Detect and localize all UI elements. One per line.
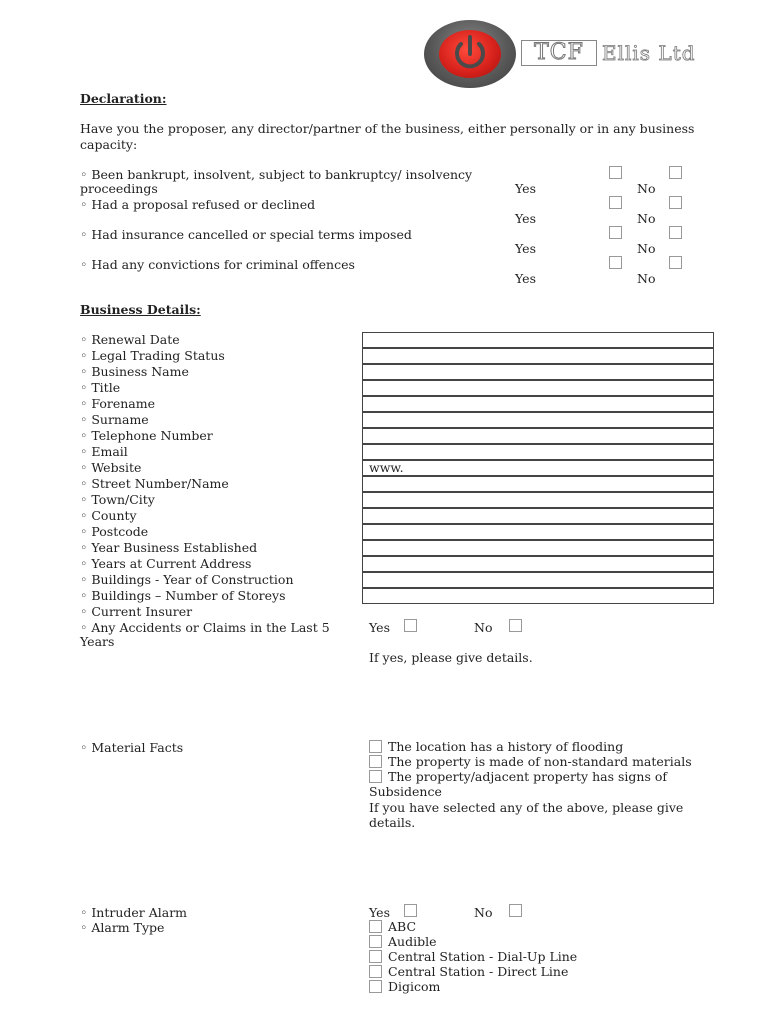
material-details-prompt-cont: details. — [369, 815, 416, 830]
material-option-subsidence-cont: Subsidence — [369, 784, 442, 799]
alarm-type-direct-line[interactable]: Central Station - Direct Line — [369, 964, 568, 979]
declaration-intro-cont: capacity: — [80, 137, 138, 152]
alarm-type-audible[interactable]: Audible — [369, 934, 436, 949]
field-input[interactable] — [362, 412, 714, 428]
non-standard-checkbox[interactable] — [369, 755, 382, 768]
accidents-yes-label: Yes — [369, 620, 390, 635]
field-label: ◦ County — [80, 508, 137, 523]
label-intruder-alarm: ◦ Intruder Alarm — [80, 905, 188, 920]
field-label: ◦ Buildings - Year of Construction — [80, 572, 294, 587]
field-input[interactable] — [362, 332, 714, 348]
digicom-checkbox[interactable] — [369, 980, 382, 993]
logo-tcf: TCF — [521, 40, 597, 66]
material-option-flooding[interactable]: The location has a history of flooding — [369, 739, 623, 754]
alarm-yes-label: Yes — [369, 905, 390, 920]
alarm-type-digicom[interactable]: Digicom — [369, 979, 440, 994]
label-alarm-type: ◦ Alarm Type — [80, 920, 165, 935]
field-label: ◦ Business Name — [80, 364, 189, 379]
field-input[interactable] — [362, 524, 714, 540]
business-details-heading: Business Details: — [80, 302, 201, 317]
field-input[interactable]: www. — [362, 460, 714, 476]
field-input[interactable] — [362, 508, 714, 524]
field-input[interactable] — [362, 444, 714, 460]
field-input[interactable] — [362, 588, 714, 604]
label-accidents-cont: Years — [80, 634, 115, 649]
material-option-subsidence[interactable]: The property/adjacent property has signs of — [369, 769, 667, 784]
question-yes-label: Yes — [515, 181, 536, 196]
field-label: ◦ Years at Current Address — [80, 556, 252, 571]
field-input[interactable] — [362, 556, 714, 572]
field-input[interactable] — [362, 348, 714, 364]
question-proposal-refused: ◦ Had a proposal refused or declined — [80, 197, 316, 212]
material-option-non-standard[interactable]: The property is made of non-standard materials — [369, 754, 692, 769]
question-yes-label: Yes — [515, 271, 536, 286]
question-no-label: No — [637, 241, 656, 256]
flooding-checkbox[interactable] — [369, 740, 382, 753]
field-label: ◦ Postcode — [80, 524, 149, 539]
question-no-label: No — [637, 181, 656, 196]
field-input[interactable] — [362, 396, 714, 412]
field-input[interactable] — [362, 364, 714, 380]
subsidence-checkbox[interactable] — [369, 770, 382, 783]
question-yes-label: Yes — [515, 241, 536, 256]
logo-power-icon — [424, 20, 516, 88]
audible-checkbox[interactable] — [369, 935, 382, 948]
field-input[interactable] — [362, 428, 714, 444]
label-material-facts: ◦ Material Facts — [80, 740, 184, 755]
material-details-prompt: If you have selected any of the above, please give — [369, 800, 684, 815]
field-label: ◦ Buildings – Number of Storeys — [80, 588, 286, 603]
abc-checkbox[interactable] — [369, 920, 382, 933]
field-label: ◦ Renewal Date — [80, 332, 180, 347]
alarm-type-abc[interactable]: ABC — [369, 919, 416, 934]
field-label: ◦ Email — [80, 444, 128, 459]
direct-line-checkbox[interactable] — [369, 965, 382, 978]
question-bankrupt: ◦ Been bankrupt, insolvent, subject to bankruptcy/ insolvency — [80, 167, 473, 182]
declaration-heading: Declaration: — [80, 91, 167, 106]
label-accidents: ◦ Any Accidents or Claims in the Last 5 — [80, 620, 330, 635]
field-label: ◦ Town/City — [80, 492, 155, 507]
alarm-type-dial-up[interactable]: Central Station - Dial-Up Line — [369, 949, 577, 964]
field-label: ◦ Year Business Established — [80, 540, 258, 555]
accidents-no-checkbox[interactable] — [509, 619, 522, 632]
declaration-intro: Have you the proposer, any director/partner of the business, either personally or in any business — [80, 121, 695, 136]
refused-yes-checkbox[interactable] — [609, 196, 622, 209]
logo-company-name: Ellis Ltd — [602, 41, 696, 65]
field-input[interactable] — [362, 572, 714, 588]
bankrupt-no-checkbox[interactable] — [669, 166, 682, 179]
field-label: ◦ Surname — [80, 412, 149, 427]
dial-up-checkbox[interactable] — [369, 950, 382, 963]
field-label: ◦ Legal Trading Status — [80, 348, 225, 363]
cancelled-yes-checkbox[interactable] — [609, 226, 622, 239]
field-label: ◦ Telephone Number — [80, 428, 213, 443]
question-no-label: No — [637, 211, 656, 226]
refused-no-checkbox[interactable] — [669, 196, 682, 209]
question-convictions: ◦ Had any convictions for criminal offences — [80, 257, 355, 272]
field-input[interactable] — [362, 540, 714, 556]
alarm-no-label: No — [474, 905, 493, 920]
field-label: ◦ Website — [80, 460, 142, 475]
label-current-insurer: ◦ Current Insurer — [80, 604, 193, 619]
cancelled-no-checkbox[interactable] — [669, 226, 682, 239]
field-label: ◦ Forename — [80, 396, 155, 411]
field-input[interactable] — [362, 380, 714, 396]
bankrupt-yes-checkbox[interactable] — [609, 166, 622, 179]
question-bankrupt-cont: proceedings — [80, 181, 158, 196]
alarm-no-checkbox[interactable] — [509, 904, 522, 917]
accidents-no-label: No — [474, 620, 493, 635]
question-insurance-cancelled: ◦ Had insurance cancelled or special terms imposed — [80, 227, 412, 242]
accidents-yes-checkbox[interactable] — [404, 619, 417, 632]
field-label: ◦ Street Number/Name — [80, 476, 229, 491]
convictions-no-checkbox[interactable] — [669, 256, 682, 269]
alarm-yes-checkbox[interactable] — [404, 904, 417, 917]
question-no-label: No — [637, 271, 656, 286]
field-input[interactable] — [362, 476, 714, 492]
accidents-details-prompt: If yes, please give details. — [369, 650, 533, 665]
convictions-yes-checkbox[interactable] — [609, 256, 622, 269]
field-label: ◦ Title — [80, 380, 121, 395]
field-input[interactable] — [362, 492, 714, 508]
question-yes-label: Yes — [515, 211, 536, 226]
